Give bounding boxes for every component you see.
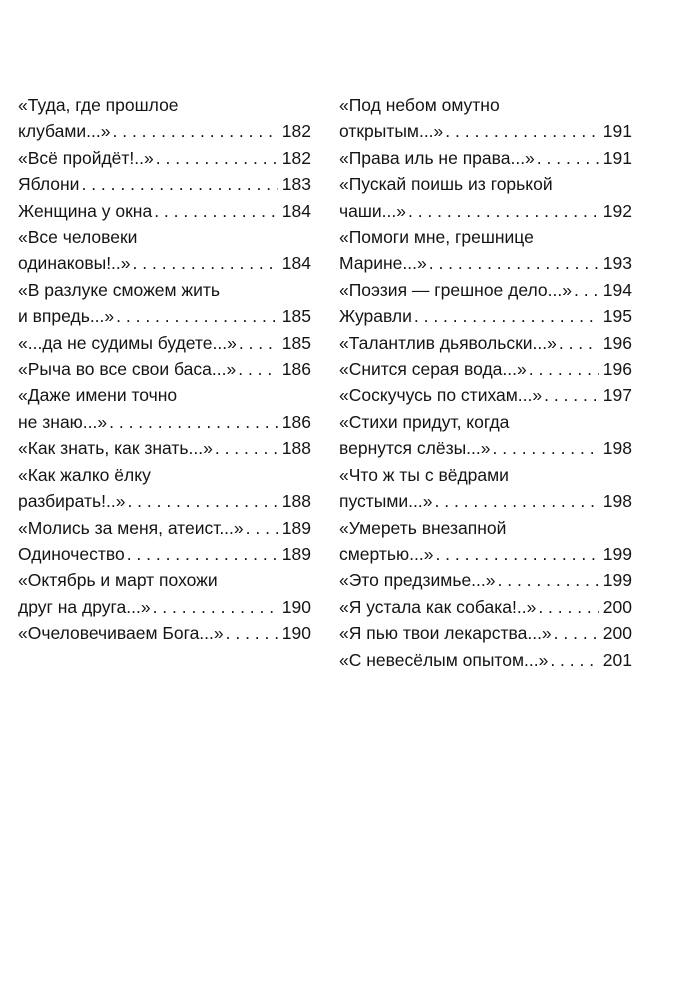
dot-leader: [550, 647, 598, 673]
dot-leader: [113, 118, 278, 144]
toc-entry-last-line: [18, 541, 311, 567]
dot-leader: [544, 382, 599, 408]
toc-entry-title: «Стихи придут, когда: [339, 411, 510, 432]
toc-entry-last-line: [18, 409, 311, 435]
toc-page-number: 183: [281, 174, 311, 195]
toc-entry-title: «Октябрь и март похожи: [18, 570, 218, 591]
toc-entry-last-line: [18, 488, 311, 514]
dot-leader: [538, 594, 598, 620]
toc-entry-title: «Всё пройдёт!..»: [18, 147, 154, 168]
toc-entry: [18, 515, 311, 541]
toc-entry-title: «Соскучусь по стихам...»: [339, 385, 543, 406]
toc-page-number: 185: [281, 332, 311, 353]
toc-entry-title: «Туда, где прошлое: [18, 95, 179, 115]
toc-entry-title: открытым...»: [339, 121, 444, 142]
toc-entry: [339, 462, 632, 515]
toc-entry-line: [339, 462, 632, 488]
toc-entry-last-line: [18, 620, 311, 646]
toc-entry-last-line: [339, 330, 632, 356]
toc-entry-last-line: [18, 171, 311, 197]
toc-entry-last-line: [18, 356, 311, 382]
toc-entry-last-line: [339, 620, 632, 646]
toc-entry-title: «Поэзия — грешное дело...»: [339, 279, 572, 300]
toc-page-number: 189: [281, 517, 311, 538]
toc-entry-last-line: [18, 250, 311, 276]
dot-leader: [153, 594, 278, 620]
toc-entry: [18, 145, 311, 171]
toc-entry-last-line: [339, 541, 632, 567]
toc-page-number: 188: [281, 491, 311, 512]
toc-entry-title: «Что ж ты с вёдрами: [339, 464, 509, 485]
toc-entry-title: «Очеловечиваем Бога...»: [18, 623, 224, 644]
dot-leader: [554, 620, 599, 646]
dot-leader: [429, 250, 599, 276]
toc-entry-title: смертью...»: [339, 543, 434, 564]
dot-leader: [133, 250, 278, 276]
toc-entry-line: [18, 462, 311, 488]
toc-entry-title: Журавли: [339, 306, 412, 327]
toc-page-number: 191: [602, 147, 632, 168]
toc-entry: [339, 330, 632, 356]
toc-entry: [18, 277, 311, 330]
toc-entry: [18, 330, 311, 356]
toc-entry-last-line: [18, 515, 311, 541]
toc-entry: [18, 382, 311, 435]
toc-page-number: 195: [602, 306, 632, 327]
toc-entry-title: «Помоги мне, грешнице: [339, 227, 534, 248]
toc-entry-title: «Это предзимье...»: [339, 570, 496, 591]
toc-entry: [18, 541, 311, 567]
toc-entry-title: «Молись за меня, атеист...»: [18, 517, 244, 538]
toc-entry-last-line: [339, 356, 632, 382]
toc-page-number: 193: [602, 253, 632, 274]
toc-page-number: 188: [281, 438, 311, 459]
toc-page-number: 185: [281, 306, 311, 327]
toc-entry-title: «Я устала как собака!..»: [339, 596, 537, 617]
toc-entry-title: друг на друга...»: [18, 596, 151, 617]
toc-entry-last-line: [339, 647, 632, 673]
toc-page-number: 182: [281, 147, 311, 168]
toc-entry-title: Одиночество: [18, 543, 125, 564]
toc-entry: [339, 594, 632, 620]
dot-leader: [215, 435, 278, 461]
dot-leader: [435, 541, 598, 567]
toc-entry: [18, 198, 311, 224]
toc-entry: [339, 620, 632, 646]
toc-entry-last-line: [18, 118, 311, 144]
toc-page-number: 199: [602, 570, 632, 591]
toc-entry-line: [18, 567, 311, 593]
toc-page-number: 200: [602, 623, 632, 644]
toc-page-number: 192: [602, 200, 632, 221]
toc-entry-title: «Даже имени точно: [18, 385, 178, 406]
toc-entry-title: «Под небом омутно: [339, 95, 500, 115]
dot-leader: [445, 118, 599, 144]
dot-leader: [127, 541, 278, 567]
dot-leader: [414, 303, 599, 329]
dot-leader: [127, 488, 277, 514]
dot-leader: [493, 435, 599, 461]
dot-leader: [239, 330, 278, 356]
toc-entry-title: «Права иль не права...»: [339, 147, 535, 168]
toc-entry: [339, 171, 632, 224]
toc-entry-title: вернутся слёзы...»: [339, 438, 491, 459]
toc-entry-title: Яблони: [18, 174, 80, 195]
dot-leader: [408, 198, 599, 224]
dot-leader: [81, 171, 277, 197]
toc-entry: [18, 620, 311, 646]
dot-leader: [116, 303, 278, 329]
toc-page-number: 191: [602, 121, 632, 142]
toc-entry-last-line: [339, 567, 632, 593]
toc-entry-title: «Пускай поишь из горькой: [339, 174, 553, 195]
toc-entry: [339, 224, 632, 277]
dot-leader: [156, 145, 278, 171]
toc-page-number: 197: [602, 385, 632, 406]
toc-page-number: 186: [281, 411, 311, 432]
toc-entry-title: Марине...»: [339, 253, 427, 274]
dot-leader: [529, 356, 599, 382]
toc-entry-last-line: [18, 330, 311, 356]
toc-page-number: 184: [281, 253, 311, 274]
toc-entry-last-line: [339, 145, 632, 171]
toc-page-number: 186: [281, 359, 311, 380]
toc-entry-line: [339, 171, 632, 197]
toc-entry: [339, 567, 632, 593]
toc-entry: [339, 382, 632, 408]
toc-entry-title: «Талантлив дьявольски...»: [339, 332, 557, 353]
dot-leader: [109, 409, 278, 435]
toc-entry: [339, 515, 632, 568]
toc-entry-last-line: [339, 303, 632, 329]
toc-entry-title: «Я пью твои лекарства...»: [339, 623, 552, 644]
toc-entry-title: не знаю...»: [18, 411, 108, 432]
toc-page-number: 196: [602, 359, 632, 380]
toc-entry-last-line: [339, 488, 632, 514]
toc-page-number: 189: [281, 543, 311, 564]
toc-entry-last-line: [18, 303, 311, 329]
toc-entry-title: «Как знать, как знать...»: [18, 438, 213, 459]
toc-page-number: 200: [602, 596, 632, 617]
toc-entry-last-line: [339, 594, 632, 620]
toc-entry-line: [339, 224, 632, 250]
toc-entry: [18, 171, 311, 197]
toc-entry: [18, 567, 311, 620]
toc-entry-last-line: [18, 145, 311, 171]
dot-leader: [226, 620, 278, 646]
toc-entry-line: [339, 515, 632, 541]
toc-entry: [339, 303, 632, 329]
toc-page-number: 199: [602, 543, 632, 564]
toc-entry-last-line: [339, 382, 632, 408]
toc-page-number: 184: [281, 200, 311, 221]
toc-entry-line: [18, 224, 311, 250]
toc-entry: [18, 356, 311, 382]
toc-entry: [18, 462, 311, 515]
dot-leader: [574, 277, 599, 303]
dot-leader: [559, 330, 599, 356]
toc-entry-title: чаши...»: [339, 200, 406, 221]
toc-entry-last-line: [18, 435, 311, 461]
dot-leader: [537, 145, 599, 171]
toc-left-column: [18, 92, 311, 647]
toc-entry-title: пустыми...»: [339, 491, 433, 512]
toc-entry-title: «...да не судимы будете...»: [18, 332, 237, 353]
dot-leader: [435, 488, 599, 514]
toc-entry-title: «Снится серая вода...»: [339, 359, 527, 380]
dot-leader: [498, 567, 599, 593]
toc-entry-line: [339, 409, 632, 435]
toc-entry-last-line: [339, 435, 632, 461]
toc-entry: [339, 409, 632, 462]
toc-entry-title: «С невесёлым опытом...»: [339, 649, 549, 670]
toc-entry: [18, 224, 311, 277]
toc-entry-last-line: [339, 277, 632, 303]
toc-entry-line: [18, 92, 311, 118]
toc-entry: [18, 92, 311, 145]
toc-page-number: 198: [602, 438, 632, 459]
dot-leader: [154, 198, 278, 224]
toc-entry-last-line: [339, 250, 632, 276]
toc-page-number: 190: [281, 596, 311, 617]
toc-entry-line: [18, 382, 311, 408]
toc-page-number: 182: [281, 121, 311, 142]
toc-entry-title: и впредь...»: [18, 306, 115, 327]
toc-entry: [339, 277, 632, 303]
toc-page-number: 198: [602, 491, 632, 512]
toc-page-number: 190: [281, 623, 311, 644]
toc-entry-title: «Умереть внезапной: [339, 517, 507, 538]
toc-page-number: 196: [602, 332, 632, 353]
toc-entry: [339, 92, 632, 145]
toc-entry-title: одинаковы!..»: [18, 253, 131, 274]
toc-entry: [339, 647, 632, 673]
toc-entry-title: Женщина у окна: [18, 200, 153, 221]
toc-entry-title: «Все человеки: [18, 227, 138, 248]
toc-entry-title: «Как жалко ёлку: [18, 464, 151, 485]
toc-entry: [339, 145, 632, 171]
toc-entry: [339, 356, 632, 382]
dot-leader: [238, 356, 278, 382]
toc-entry-line: [339, 92, 632, 118]
toc-entry-last-line: [18, 594, 311, 620]
toc-entry-line: [18, 277, 311, 303]
toc-entry-title: клубами...»: [18, 121, 111, 142]
toc-page-number: 194: [602, 279, 632, 300]
dot-leader: [246, 515, 278, 541]
toc-page-number: 201: [602, 649, 632, 670]
toc-entry-last-line: [18, 198, 311, 224]
toc-entry-title: «В разлуке сможем жить: [18, 279, 221, 300]
toc-entry: [18, 435, 311, 461]
toc-right-column: [339, 92, 632, 673]
toc-entry-title: разбирать!..»: [18, 491, 126, 512]
toc-entry-last-line: [339, 118, 632, 144]
toc-entry-title: «Рыча во все свои баса...»: [18, 359, 237, 380]
toc-entry-last-line: [339, 198, 632, 224]
